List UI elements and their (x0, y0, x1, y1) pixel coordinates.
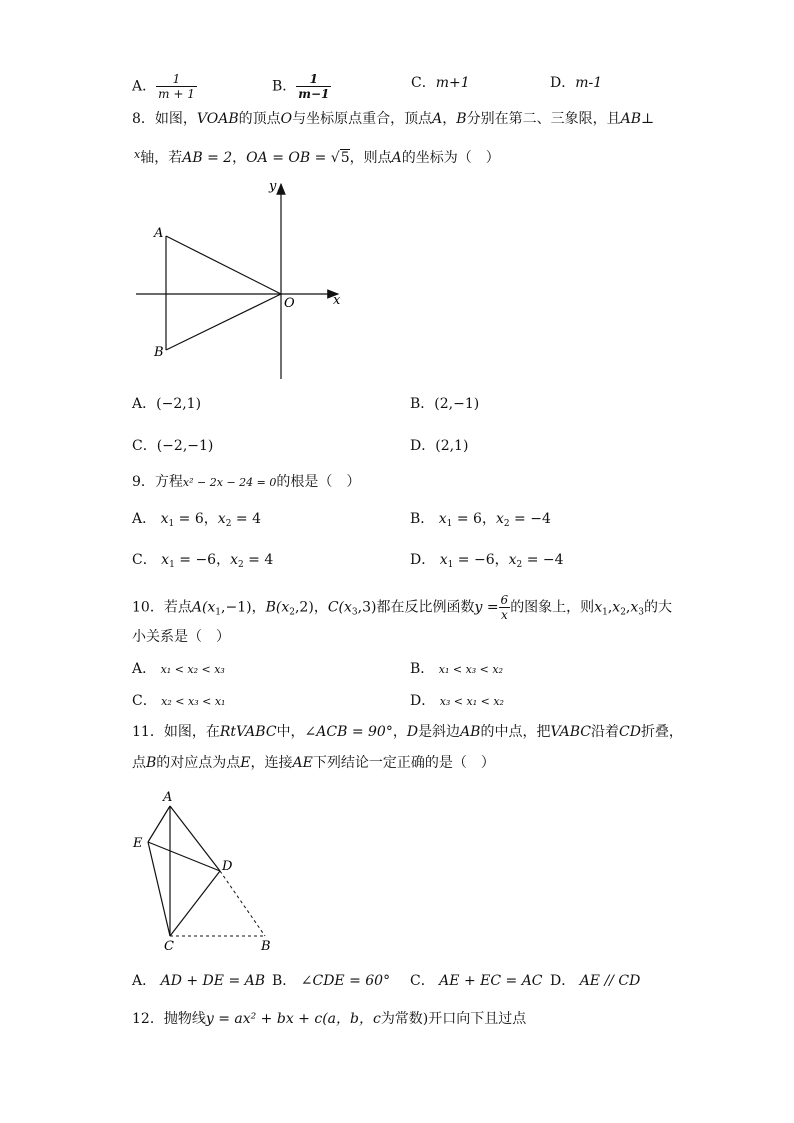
math: C(x (327, 599, 352, 616)
segment-oa (166, 236, 281, 294)
text: ， (232, 150, 247, 166)
math: A(x (191, 599, 216, 616)
label-a: A (154, 226, 164, 241)
q12-stem (132, 1010, 526, 1028)
option-value: x₁ < x₃ < x₂ (438, 663, 504, 676)
option-label: D． (550, 75, 576, 91)
math: Rt (219, 724, 236, 740)
text: 轴，若 (140, 150, 183, 166)
math: ,−1) (221, 599, 252, 616)
q7-option-b (272, 72, 331, 101)
text: 10．若点 (132, 599, 192, 616)
root-1: −6 (473, 552, 495, 568)
q9-option-b: B． $x_1 = 6$，$x_2 = -4$ (410, 511, 551, 529)
math: VOAB (196, 111, 239, 127)
option-value: m+1 (435, 75, 470, 91)
text: 是斜边 (418, 724, 461, 740)
numerator: 1 (309, 72, 319, 86)
q10-stem-line2 (132, 628, 230, 646)
option-value: x₁ < x₂ < x₃ (160, 663, 225, 676)
text: 下列结论一定正确的是（ ） (312, 755, 495, 771)
root-1: 6 (194, 511, 204, 527)
q9-option-a: A． $x_1 = 6$，$x_2 = 4$ (132, 511, 261, 529)
text: 中， (276, 724, 305, 740)
text: 与坐标原点重合，顶点 (292, 111, 433, 127)
q7-option-d (550, 74, 602, 92)
math: y = (474, 599, 499, 616)
math: D (406, 724, 419, 740)
text: ⊥ (640, 111, 655, 127)
option-label: B． (272, 973, 297, 989)
text: 点 (132, 755, 146, 771)
math: OA = OB = (246, 150, 327, 166)
option-label: C． (132, 552, 157, 568)
q10-stem-line1: 10．若点$A(x_1,-1)$，$B(x_2,2)$，$C(x_3,3)$都在反比例函数y = $\frac{6}{x}$ 的图象上，则$x_1,x_2,x_3$的大 (132, 593, 673, 622)
option-value: (−2,1) (156, 396, 202, 412)
label-b: B (261, 939, 271, 954)
q11-stem-line1 (132, 723, 683, 741)
root-1: 6 (473, 511, 482, 527)
text: ，连接 (250, 755, 293, 771)
text: 折叠， (640, 724, 683, 740)
text: 的大 (644, 599, 673, 616)
label-o: O (284, 296, 295, 311)
option-value: (−2,−1) (156, 438, 214, 454)
segment-db-dashed (220, 871, 265, 936)
math: B (456, 111, 467, 127)
q9-option-c: C． $x_1 = -6$，$x_2 = 4$ (132, 552, 274, 570)
option-value: m-1 (575, 75, 603, 91)
q8-option-d (410, 437, 468, 455)
math: y = ax² + bx + c (205, 1011, 323, 1027)
label-e: E (133, 836, 143, 851)
text: 11．如图，在 (132, 724, 220, 740)
option-label: B． (410, 661, 435, 677)
text: 的对应点为点 (156, 755, 241, 771)
q11-option-b (272, 972, 390, 990)
q10-option-c (132, 692, 225, 711)
text: 的坐标为（ ） (401, 150, 500, 166)
math: B(x (265, 599, 290, 616)
option-label: B． (410, 396, 435, 412)
math: ,3) (357, 599, 377, 616)
option-label: A． (132, 396, 157, 412)
option-label: A． (132, 973, 157, 989)
q10-option-a (132, 660, 225, 679)
option-label: C． (410, 973, 435, 989)
q11-stem-line2 (132, 754, 495, 772)
text: ， (442, 111, 457, 127)
option-label: D． (550, 973, 576, 989)
text: 沿着 (591, 724, 619, 740)
segment-ob (166, 294, 281, 350)
option-value: x₃ < x₁ < x₂ (439, 695, 504, 708)
option-label: A． (132, 78, 157, 95)
q11-option-d (550, 972, 640, 990)
fraction (499, 593, 511, 622)
q11-option-c (410, 972, 543, 990)
q8-option-c (132, 437, 213, 455)
q7-option-c (411, 74, 470, 92)
option-value: AD + DE = AB (160, 973, 266, 989)
fraction (296, 72, 331, 101)
option-label: D． (410, 438, 436, 454)
math: A (391, 150, 402, 166)
option-label: B． (410, 511, 435, 527)
sqrt: √5 (330, 150, 350, 166)
numerator: 6 (500, 593, 509, 607)
math: AB = 2 (182, 150, 233, 166)
option-label: D． (410, 693, 436, 709)
root-1: −6 (195, 552, 217, 568)
option-label: D． (410, 552, 436, 568)
math: x² − 2x − 24 = 0 (182, 476, 277, 489)
option-value: AE // CD (579, 973, 641, 989)
math: (a，b，c (322, 1011, 381, 1027)
math: x (134, 148, 141, 161)
math: AB (620, 111, 641, 127)
option-value: AE + EC = AC (439, 973, 543, 989)
q8-stem-line1 (132, 110, 654, 128)
q9-option-d: D． $x_1 = -6$，$x_2 = -4$ (410, 552, 564, 570)
q8-coordinate-figure (128, 172, 358, 384)
label-c: C (164, 939, 174, 954)
option-value: (2,1) (435, 438, 469, 454)
math: E (240, 755, 251, 771)
math: B (146, 755, 157, 771)
text: 为常数)开口向下且过点 (380, 1011, 527, 1027)
root-2: −4 (542, 552, 564, 568)
q8-stem-line2 (134, 146, 500, 167)
text: 9．方程 (132, 474, 183, 490)
option-value: (2,−1) (434, 396, 480, 412)
text: 8．如图， (132, 111, 197, 127)
math: VABC (236, 724, 277, 740)
text: 分别在第二、三象限，且 (466, 111, 621, 127)
label-b: B (154, 345, 164, 360)
q11-option-a (132, 972, 265, 990)
label-a: A (163, 790, 173, 805)
root-2: −4 (530, 511, 551, 527)
option-label: C． (132, 693, 157, 709)
text: 的顶点 (238, 111, 281, 127)
math: CD (619, 724, 641, 740)
text: ，则点 (349, 150, 392, 166)
denominator: x (499, 607, 511, 622)
root-2: 4 (264, 552, 274, 568)
q10-option-b (410, 660, 503, 679)
numerator: 1 (172, 72, 181, 86)
q9-stem (132, 473, 360, 492)
root-2: 4 (252, 511, 261, 527)
option-label: A． (132, 661, 157, 677)
denominator: m + 1 (158, 87, 195, 101)
math: ,2) (294, 599, 314, 616)
label-d: D (222, 859, 233, 874)
segment-ec (148, 842, 170, 936)
fraction (156, 72, 197, 101)
option-label: A． (132, 511, 157, 527)
math: ∠ACB = 90° (304, 724, 393, 740)
text: 12．抛物线 (132, 1011, 206, 1027)
text: 的根是（ ） (276, 474, 361, 490)
option-label: B． (272, 78, 297, 95)
text: 都在反比例函数 (376, 599, 475, 616)
math: AE (292, 755, 313, 771)
q8-option-b (410, 395, 479, 413)
option-label: C． (411, 75, 436, 91)
q7-option-a (132, 72, 197, 101)
text: 的中点，把 (480, 724, 551, 740)
option-label: C． (132, 438, 157, 454)
option-value: ∠CDE = 60° (300, 973, 391, 989)
math: A (432, 111, 443, 127)
math: O (280, 111, 293, 127)
text: 小关系是（ ） (132, 629, 230, 645)
sqrt-radicand: 5 (340, 150, 350, 166)
text: ， (392, 724, 407, 740)
math: AB (460, 724, 481, 740)
q11-triangle-figure (128, 786, 278, 956)
option-value: x₂ < x₃ < x₁ (161, 695, 226, 708)
segment-ea (148, 806, 170, 842)
q8-option-a (132, 395, 201, 413)
math: VABC (550, 724, 591, 740)
q10-option-d (410, 692, 504, 711)
segment-cd (170, 871, 220, 936)
label-y: y (269, 179, 277, 194)
math: x (594, 599, 603, 616)
label-x: x (333, 293, 341, 308)
denominator: m−1 (298, 87, 330, 101)
text: 的图象上，则 (510, 599, 595, 616)
